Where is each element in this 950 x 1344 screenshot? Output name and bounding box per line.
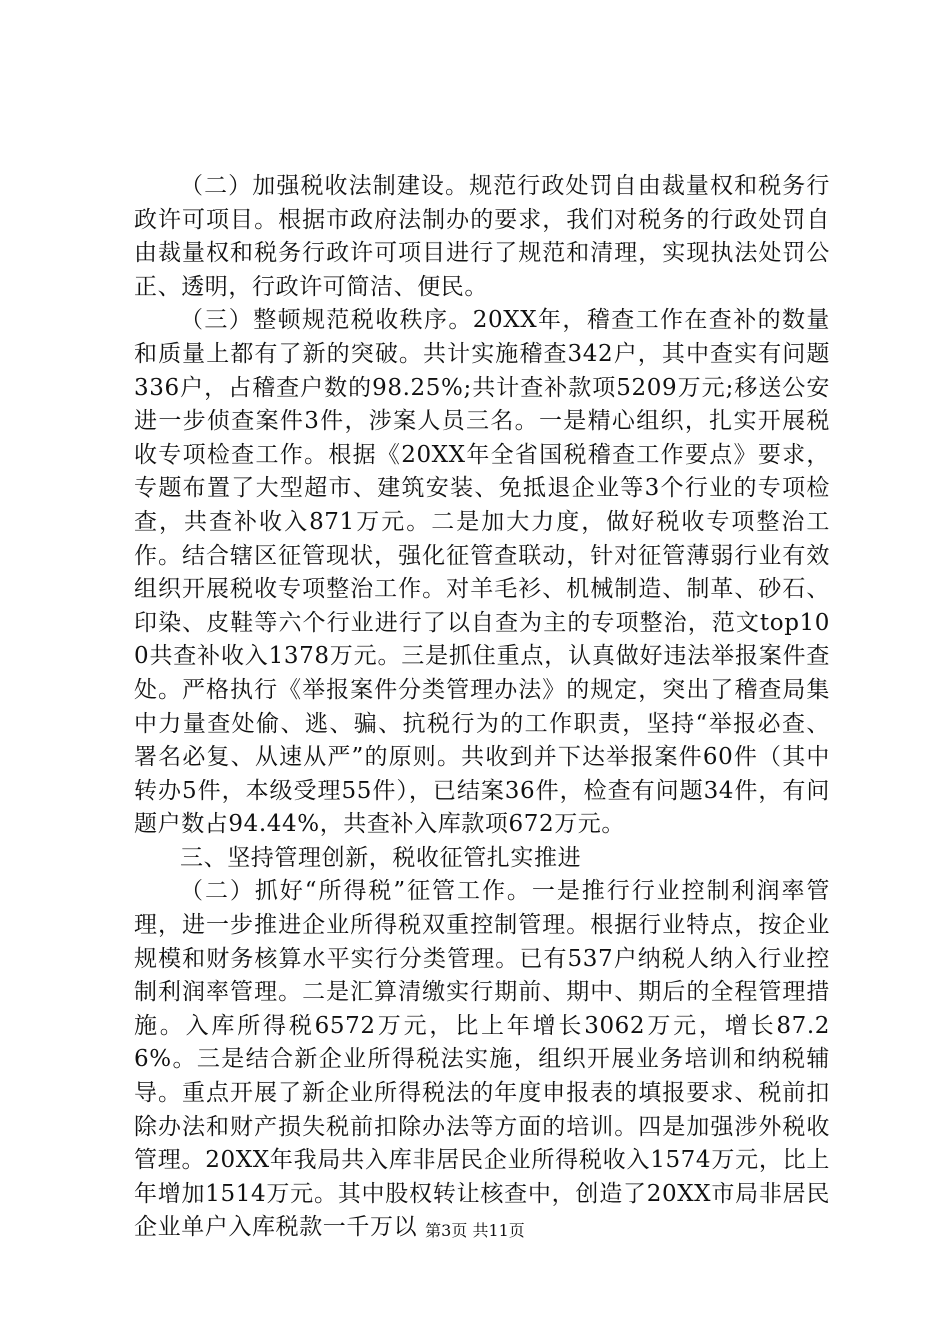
page-number-footer: 第3页 共11页 [425,1221,525,1240]
paragraph-tax-legal-construction: （二）加强税收法制建设。规范行政处罚自由裁量权和税务行政许可项目。根据市政府法制办的要求，我们对税务的行政处罚自由裁量权和税务行政许可项目进行了规范和清理，实现执法处罚公正、透明，行政许可简洁、便民。 [134,173,830,300]
paragraph-tax-order-rectification: （三）整顿规范税收秩序。20XX年，稽查工作在查补的数量和质量上都有了新的突破。共计实施稽查342户，其中查实有问题336户，占稽查户数的98.25%;共计查补款项5209万元;移送公安进一步侦查案件3件，涉案人员三名。一是精心组织，扎实开展税收专项检查工作。根据《20XX年全省国税稽查工作要点》要求，专题布置了大型超市、建筑安装、免抵退企业等3个行业的专项检查，共查补收入871万元。二是加大力度，做好税收专项整治工作。结合辖区征管现状，强化征管查联动，针对征管薄弱行业有效组织开展税收专项整治工作。对羊毛衫、机械制造、制革、砂石、印染、皮鞋等六个行业进行了以自查为主的专项整治，范文top100共查补收入1378万元。三是抓住重点，认真做好违法举报案件查处。严格执行《举报案件分类管理办法》的规定，突出了稽查局集中力量查处偷、逃、骗、抗税行为的工作职责，坚持“举报必查、署名必复、从速从严”的原则。共收到并下达举报案件60件（其中转办5件，本级受理55件），已结案36件，检查有问题34件，有问题户数占94.44%，共查补入库款项672万元。 [134,307,830,838]
document-body [134,170,830,1245]
paragraph-income-tax-management: （二）抓好“所得税”征管工作。一是推行行业控制利润率管理，进一步推进企业所得税双重控制管理。根据行业特点，按企业规模和财务核算水平实行分类管理。已有537户纳税人纳入行业控制利润率管理。二是汇算清缴实行期前、期中、期后的全程管理措施。入库所得税6572万元，比上年增长3062万元，增长87.26%。三是结合新企业所得税法实施，组织开展业务培训和纳税辅导。重点开展了新企业所得税法的年度申报表的填报要求、税前扣除办法和财产损失税前扣除办法等方面的培训。四是加强涉外税收管理。20XX年我局共入库非居民企业所得税收入1574万元，比上年增加1514万元。其中股权转让核查中，创造了20XX市局非居民企业单户入库税款一千万以 [134,878,830,1241]
section-heading: 三、坚持管理创新，税收征管扎实推进 [180,844,582,871]
